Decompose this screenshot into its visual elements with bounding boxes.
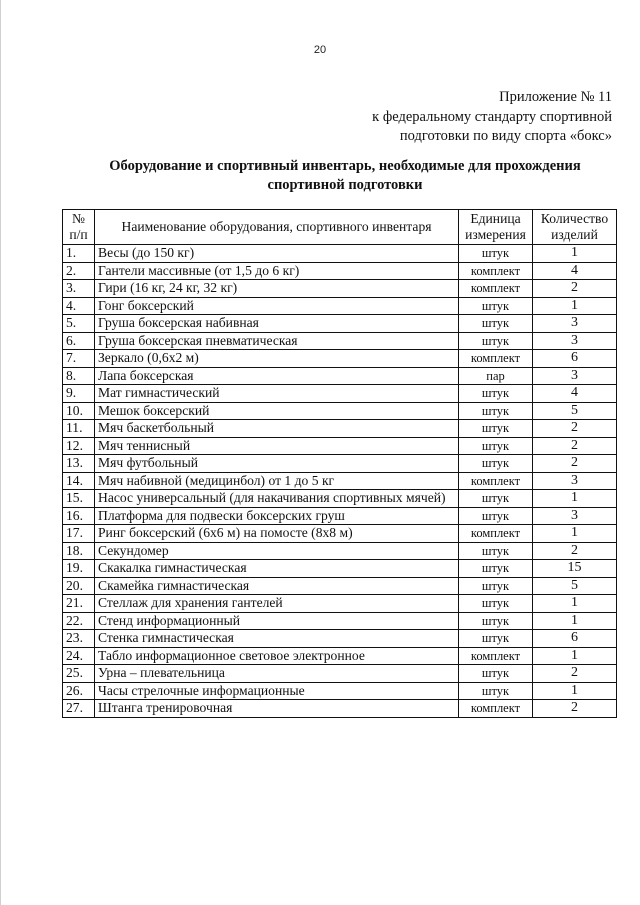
table-row xyxy=(63,350,617,368)
table-row xyxy=(63,612,617,630)
row-name: Часы стрелочные информационные xyxy=(95,682,459,700)
table-row xyxy=(63,472,617,490)
header-number-line-1: № xyxy=(72,211,85,226)
row-quantity: 15 xyxy=(533,560,617,578)
row-name: Мат гимнастический xyxy=(95,385,459,403)
row-number: 22. xyxy=(63,612,95,630)
table-row xyxy=(63,402,617,420)
table-header-row xyxy=(63,210,617,245)
row-number: 6. xyxy=(63,332,95,350)
row-unit: штук xyxy=(459,682,533,700)
row-quantity: 3 xyxy=(533,315,617,333)
row-number: 7. xyxy=(63,350,95,368)
row-quantity: 1 xyxy=(533,297,617,315)
row-number: 2. xyxy=(63,262,95,280)
row-name: Насос универсальный (для накачивания спортивных мячей) xyxy=(95,490,459,508)
row-number: 21. xyxy=(63,595,95,613)
appendix-header xyxy=(372,88,612,147)
table-row xyxy=(63,385,617,403)
row-unit: штук xyxy=(459,455,533,473)
row-number: 9. xyxy=(63,385,95,403)
row-name: Стенка гимнастическая xyxy=(95,630,459,648)
table-row xyxy=(63,577,617,595)
row-unit: штук xyxy=(459,332,533,350)
row-number: 25. xyxy=(63,665,95,683)
row-quantity: 2 xyxy=(533,542,617,560)
row-number: 26. xyxy=(63,682,95,700)
row-number: 23. xyxy=(63,630,95,648)
header-unit-line-1: Единица xyxy=(470,211,521,226)
page-edge xyxy=(0,0,1,905)
row-name: Скамейка гимнастическая xyxy=(95,577,459,595)
table-row xyxy=(63,367,617,385)
table-row xyxy=(63,647,617,665)
row-unit: пар xyxy=(459,367,533,385)
row-quantity: 1 xyxy=(533,595,617,613)
row-name: Платформа для подвески боксерских груш xyxy=(95,507,459,525)
row-unit: комплект xyxy=(459,262,533,280)
appendix-line-2: к федеральному стандарту спортивной xyxy=(372,108,612,125)
header-unit xyxy=(459,210,533,245)
row-name: Гонг боксерский xyxy=(95,297,459,315)
header-number-line-2: п/п xyxy=(69,227,88,242)
row-number: 18. xyxy=(63,542,95,560)
table-row xyxy=(63,542,617,560)
row-unit: штук xyxy=(459,507,533,525)
table-row xyxy=(63,665,617,683)
table-row xyxy=(63,332,617,350)
row-quantity: 3 xyxy=(533,332,617,350)
row-quantity: 2 xyxy=(533,665,617,683)
row-number: 15. xyxy=(63,490,95,508)
row-name: Гантели массивные (от 1,5 до 6 кг) xyxy=(95,262,459,280)
row-number: 20. xyxy=(63,577,95,595)
appendix-line-3: подготовки по виду спорта «бокс» xyxy=(399,128,612,144)
row-unit: комплект xyxy=(459,647,533,665)
table-row xyxy=(63,630,617,648)
row-number: 24. xyxy=(63,647,95,665)
row-quantity: 1 xyxy=(533,525,617,543)
row-unit: штук xyxy=(459,420,533,438)
title-line-2: спортивной подготовки xyxy=(267,177,423,193)
row-name: Груша боксерская пневматическая xyxy=(95,332,459,350)
row-name: Урна – плевательница xyxy=(95,665,459,683)
row-name: Зеркало (0,6х2 м) xyxy=(95,350,459,368)
row-unit: штук xyxy=(459,315,533,333)
row-unit: штук xyxy=(459,612,533,630)
row-name: Мяч набивной (медицинбол) от 1 до 5 кг xyxy=(95,472,459,490)
row-unit: комплект xyxy=(459,350,533,368)
row-unit: штук xyxy=(459,402,533,420)
row-quantity: 1 xyxy=(533,245,617,263)
appendix-line-1: Приложение № 11 xyxy=(499,89,612,105)
row-unit: штук xyxy=(459,665,533,683)
table-row xyxy=(63,315,617,333)
table-row xyxy=(63,700,617,718)
row-quantity: 3 xyxy=(533,472,617,490)
row-quantity: 3 xyxy=(533,367,617,385)
header-unit-line-2: измерения xyxy=(465,227,526,242)
table-row xyxy=(63,682,617,700)
row-unit: штук xyxy=(459,297,533,315)
row-quantity: 5 xyxy=(533,577,617,595)
row-name: Секундомер xyxy=(95,542,459,560)
row-unit: комплект xyxy=(459,280,533,298)
row-quantity: 2 xyxy=(533,280,617,298)
table-row xyxy=(63,490,617,508)
row-number: 4. xyxy=(63,297,95,315)
header-number xyxy=(63,210,95,245)
table-row xyxy=(63,507,617,525)
row-name: Лапа боксерская xyxy=(95,367,459,385)
row-number: 14. xyxy=(63,472,95,490)
row-quantity: 2 xyxy=(533,700,617,718)
row-quantity: 1 xyxy=(533,647,617,665)
header-quantity-line-1: Количество xyxy=(540,211,609,226)
row-unit: штук xyxy=(459,560,533,578)
row-quantity: 1 xyxy=(533,612,617,630)
row-quantity: 5 xyxy=(533,402,617,420)
row-name: Груша боксерская набивная xyxy=(95,315,459,333)
table-row xyxy=(63,560,617,578)
table-row xyxy=(63,262,617,280)
row-number: 12. xyxy=(63,437,95,455)
row-name: Штанга тренировочная xyxy=(95,700,459,718)
table-row xyxy=(63,280,617,298)
row-unit: штук xyxy=(459,595,533,613)
row-number: 3. xyxy=(63,280,95,298)
table-row xyxy=(63,297,617,315)
row-quantity: 6 xyxy=(533,630,617,648)
table-row xyxy=(63,420,617,438)
row-unit: штук xyxy=(459,385,533,403)
row-unit: штук xyxy=(459,437,533,455)
header-quantity xyxy=(533,210,617,245)
table-row xyxy=(63,245,617,263)
row-name: Мяч футбольный xyxy=(95,455,459,473)
row-number: 11. xyxy=(63,420,95,438)
row-number: 5. xyxy=(63,315,95,333)
table-body xyxy=(63,245,617,718)
row-name: Мешок боксерский xyxy=(95,402,459,420)
row-unit: комплект xyxy=(459,472,533,490)
page-number: 20 xyxy=(313,44,327,56)
row-name: Стеллаж для хранения гантелей xyxy=(95,595,459,613)
row-name: Мяч баскетбольный xyxy=(95,420,459,438)
row-number: 10. xyxy=(63,402,95,420)
row-number: 1. xyxy=(63,245,95,263)
row-quantity: 2 xyxy=(533,455,617,473)
row-name: Мяч теннисный xyxy=(95,437,459,455)
row-name: Скакалка гимнастическая xyxy=(95,560,459,578)
header-name: Наименование оборудования, спортивного инвентаря xyxy=(95,210,459,245)
row-number: 8. xyxy=(63,367,95,385)
row-quantity: 2 xyxy=(533,437,617,455)
title-line-1: Оборудование и спортивный инвентарь, необходимые для прохождения xyxy=(109,158,581,174)
row-name: Ринг боксерский (6х6 м) на помосте (8х8 м) xyxy=(95,525,459,543)
row-name: Табло информационное световое электронное xyxy=(95,647,459,665)
table-row xyxy=(63,437,617,455)
table-row xyxy=(63,525,617,543)
row-unit: штук xyxy=(459,577,533,595)
table-row xyxy=(63,455,617,473)
row-unit: штук xyxy=(459,542,533,560)
table-row xyxy=(63,595,617,613)
equipment-table xyxy=(62,209,617,718)
row-number: 27. xyxy=(63,700,95,718)
header-quantity-line-2: изделий xyxy=(551,227,598,242)
document-title xyxy=(80,157,610,195)
row-unit: штук xyxy=(459,630,533,648)
row-quantity: 2 xyxy=(533,420,617,438)
row-quantity: 1 xyxy=(533,682,617,700)
row-name: Гири (16 кг, 24 кг, 32 кг) xyxy=(95,280,459,298)
row-name: Стенд информационный xyxy=(95,612,459,630)
row-quantity: 4 xyxy=(533,385,617,403)
row-quantity: 6 xyxy=(533,350,617,368)
row-unit: комплект xyxy=(459,525,533,543)
row-quantity: 4 xyxy=(533,262,617,280)
row-unit: штук xyxy=(459,245,533,263)
row-unit: комплект xyxy=(459,700,533,718)
row-number: 16. xyxy=(63,507,95,525)
row-quantity: 3 xyxy=(533,507,617,525)
row-number: 17. xyxy=(63,525,95,543)
row-number: 19. xyxy=(63,560,95,578)
row-number: 13. xyxy=(63,455,95,473)
row-quantity: 1 xyxy=(533,490,617,508)
row-name: Весы (до 150 кг) xyxy=(95,245,459,263)
row-unit: штук xyxy=(459,490,533,508)
